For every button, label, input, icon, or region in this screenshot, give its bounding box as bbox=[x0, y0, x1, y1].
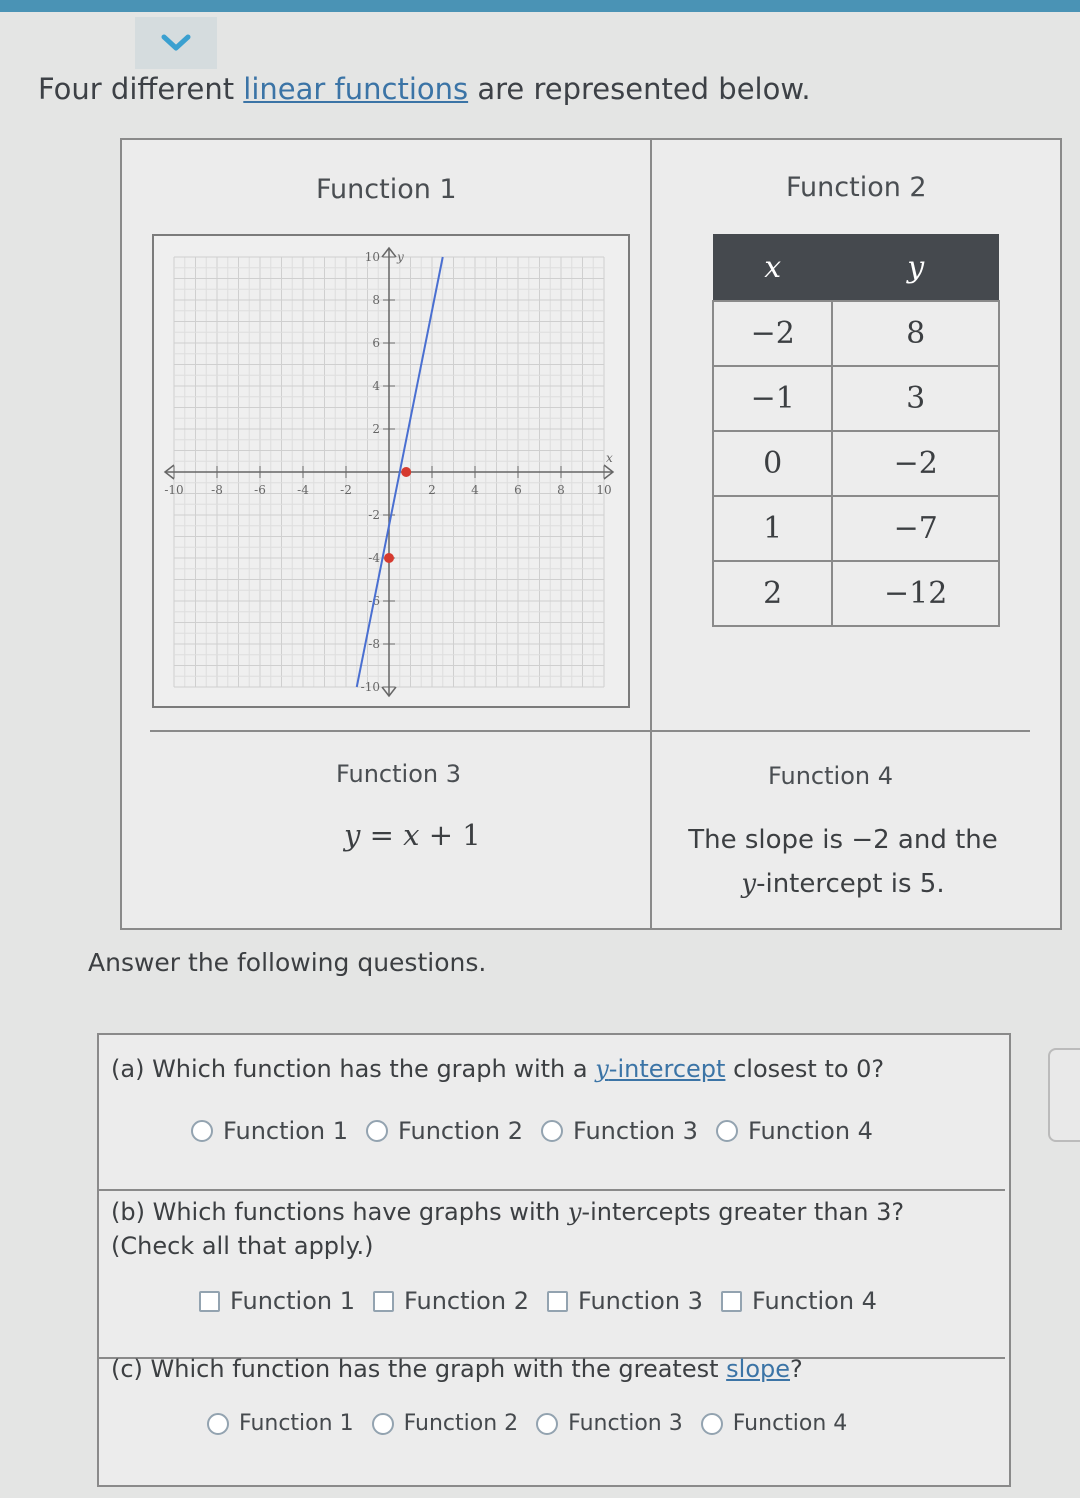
radio-button[interactable] bbox=[372, 1413, 394, 1435]
collapse-button[interactable] bbox=[135, 17, 217, 69]
y-tick-label: -2 bbox=[368, 508, 380, 522]
y-intercept-link-var: y bbox=[595, 1055, 609, 1083]
table-row bbox=[713, 366, 999, 431]
table-header-x: x bbox=[713, 234, 832, 301]
option-label: Function 4 bbox=[732, 1411, 848, 1436]
y-tick-label: -10 bbox=[360, 680, 380, 694]
question-b-option-3[interactable] bbox=[547, 1287, 703, 1315]
question-b-before: (b) Which functions have graphs with bbox=[111, 1198, 568, 1226]
radio-button[interactable] bbox=[541, 1120, 563, 1142]
question-a-option-3[interactable] bbox=[541, 1117, 698, 1145]
option-label: Function 1 bbox=[239, 1411, 354, 1436]
question-a-after: closest to 0? bbox=[725, 1055, 885, 1083]
option-label: Function 4 bbox=[751, 1287, 877, 1315]
questions-panel bbox=[97, 1033, 1011, 1487]
question-b-text bbox=[111, 1195, 904, 1263]
x-tick-label: -2 bbox=[340, 483, 352, 497]
equation-equals: = bbox=[360, 818, 404, 852]
equation-var: x bbox=[403, 818, 420, 852]
y-intercept-link-rest: -intercept bbox=[608, 1055, 726, 1083]
chevron-down-icon bbox=[161, 34, 191, 52]
equation-rest: + 1 bbox=[419, 818, 481, 852]
question-a-option-4[interactable] bbox=[716, 1117, 873, 1145]
question-b-option-2[interactable] bbox=[373, 1287, 529, 1315]
option-label: Function 3 bbox=[577, 1287, 703, 1315]
function4-title: Function 4 bbox=[768, 762, 893, 790]
table-cell: −7 bbox=[832, 496, 999, 561]
radio-button[interactable] bbox=[716, 1120, 738, 1142]
y-tick-label: 8 bbox=[372, 293, 380, 307]
y-intercept-link[interactable] bbox=[595, 1055, 725, 1083]
x-tick-label: 8 bbox=[557, 483, 565, 497]
side-tab[interactable] bbox=[1048, 1048, 1080, 1142]
table-cell: 8 bbox=[832, 301, 999, 366]
y-tick-label: -6 bbox=[368, 594, 380, 608]
function4-line1: The slope is −2 and the bbox=[688, 825, 998, 855]
radio-button[interactable] bbox=[207, 1413, 229, 1435]
question-b-options bbox=[199, 1287, 877, 1315]
table-cell: −2 bbox=[832, 431, 999, 496]
question-a-before: (a) Which function has the graph with a bbox=[111, 1055, 596, 1083]
question-c-options bbox=[207, 1411, 847, 1436]
divider bbox=[99, 1189, 1005, 1191]
option-label: Function 2 bbox=[403, 1411, 519, 1436]
question-b-after: -intercepts greater than 3? bbox=[581, 1198, 905, 1226]
radio-button[interactable] bbox=[366, 1120, 388, 1142]
table-row bbox=[713, 301, 999, 366]
question-c-option-2[interactable] bbox=[372, 1411, 519, 1436]
table-cell: 3 bbox=[832, 366, 999, 431]
table-row bbox=[713, 431, 999, 496]
table-cell: −2 bbox=[713, 301, 832, 366]
option-label: Function 1 bbox=[230, 1287, 355, 1315]
table-cell: 0 bbox=[713, 431, 832, 496]
question-c-option-4[interactable] bbox=[701, 1411, 848, 1436]
question-a-text bbox=[111, 1055, 884, 1083]
intro-after: are represented below. bbox=[468, 72, 811, 106]
x-tick-label: 2 bbox=[428, 483, 436, 497]
question-c-text bbox=[111, 1355, 803, 1383]
function2-title: Function 2 bbox=[786, 172, 927, 203]
checkbox[interactable] bbox=[373, 1291, 394, 1312]
table-row bbox=[713, 496, 999, 561]
data-point bbox=[401, 467, 411, 477]
x-tick-label: -8 bbox=[211, 483, 223, 497]
slope-link[interactable]: slope bbox=[726, 1355, 790, 1383]
table-cell: −12 bbox=[832, 561, 999, 626]
table-cell: 2 bbox=[713, 561, 832, 626]
question-c-before: (c) Which function has the graph with the greatest bbox=[111, 1355, 727, 1383]
table-cell: −1 bbox=[713, 366, 832, 431]
function1-title: Function 1 bbox=[316, 174, 457, 205]
option-label: Function 2 bbox=[403, 1287, 529, 1315]
functions-panel bbox=[120, 138, 1062, 930]
x-tick-label: -10 bbox=[164, 483, 184, 497]
function1-graph bbox=[152, 234, 630, 708]
y-tick-label: -8 bbox=[368, 637, 380, 651]
y-tick-label: 6 bbox=[372, 336, 380, 350]
linear-functions-link[interactable]: linear functions bbox=[243, 72, 469, 106]
option-label: Function 3 bbox=[572, 1117, 698, 1145]
question-c-option-1[interactable] bbox=[207, 1411, 354, 1436]
x-tick-label: -6 bbox=[254, 483, 266, 497]
option-label: Function 1 bbox=[223, 1117, 348, 1145]
function4-line2-var: y bbox=[741, 869, 757, 899]
x-tick-label: 10 bbox=[596, 483, 612, 497]
question-c-option-3[interactable] bbox=[536, 1411, 683, 1436]
option-label: Function 4 bbox=[747, 1117, 873, 1145]
question-c-after: ? bbox=[790, 1355, 803, 1383]
radio-button[interactable] bbox=[701, 1413, 723, 1435]
question-a-option-1[interactable] bbox=[191, 1117, 348, 1145]
question-a-options bbox=[191, 1117, 873, 1145]
checkbox[interactable] bbox=[547, 1291, 568, 1312]
function3-title: Function 3 bbox=[336, 760, 461, 788]
functions-vertical-divider bbox=[650, 138, 652, 928]
top-bar bbox=[0, 0, 1080, 12]
y-tick-label: 4 bbox=[372, 379, 380, 393]
y-tick-label: 10 bbox=[364, 250, 380, 264]
question-b-var: y bbox=[567, 1198, 582, 1226]
checkbox[interactable] bbox=[199, 1291, 220, 1312]
y-tick-label: 2 bbox=[372, 422, 380, 436]
function2-table bbox=[712, 234, 1000, 627]
option-label: Function 2 bbox=[397, 1117, 523, 1145]
function4-line2 bbox=[668, 862, 1018, 906]
function4-description bbox=[668, 818, 1018, 906]
intro-before: Four different bbox=[38, 72, 244, 106]
function4-line2-rest: -intercept is 5. bbox=[756, 869, 945, 899]
table-row bbox=[713, 561, 999, 626]
question-b-line2: (Check all that apply.) bbox=[111, 1232, 374, 1260]
radio-button[interactable] bbox=[536, 1413, 558, 1435]
functions-horizontal-divider bbox=[150, 730, 1030, 732]
question-b-line1 bbox=[111, 1195, 904, 1229]
question-b-option-1[interactable] bbox=[199, 1287, 355, 1315]
table-header-y: y bbox=[832, 234, 999, 301]
option-label: Function 3 bbox=[568, 1411, 683, 1436]
data-point bbox=[384, 553, 394, 563]
y-tick-label: -4 bbox=[368, 551, 380, 565]
answer-prompt: Answer the following questions. bbox=[88, 948, 487, 977]
checkbox[interactable] bbox=[721, 1291, 742, 1312]
x-tick-label: 6 bbox=[514, 483, 522, 497]
function1-graph-svg bbox=[154, 236, 624, 702]
x-axis-label: x bbox=[606, 451, 613, 465]
radio-button[interactable] bbox=[191, 1120, 213, 1142]
table-cell: 1 bbox=[713, 496, 832, 561]
equation-lhs: y bbox=[344, 818, 361, 852]
question-a-option-2[interactable] bbox=[366, 1117, 523, 1145]
question-b-option-4[interactable] bbox=[721, 1287, 877, 1315]
intro-text bbox=[38, 72, 811, 106]
x-tick-label: -4 bbox=[297, 483, 309, 497]
y-axis-label: y bbox=[397, 250, 404, 264]
function3-equation bbox=[344, 818, 481, 852]
x-tick-label: 4 bbox=[471, 483, 479, 497]
